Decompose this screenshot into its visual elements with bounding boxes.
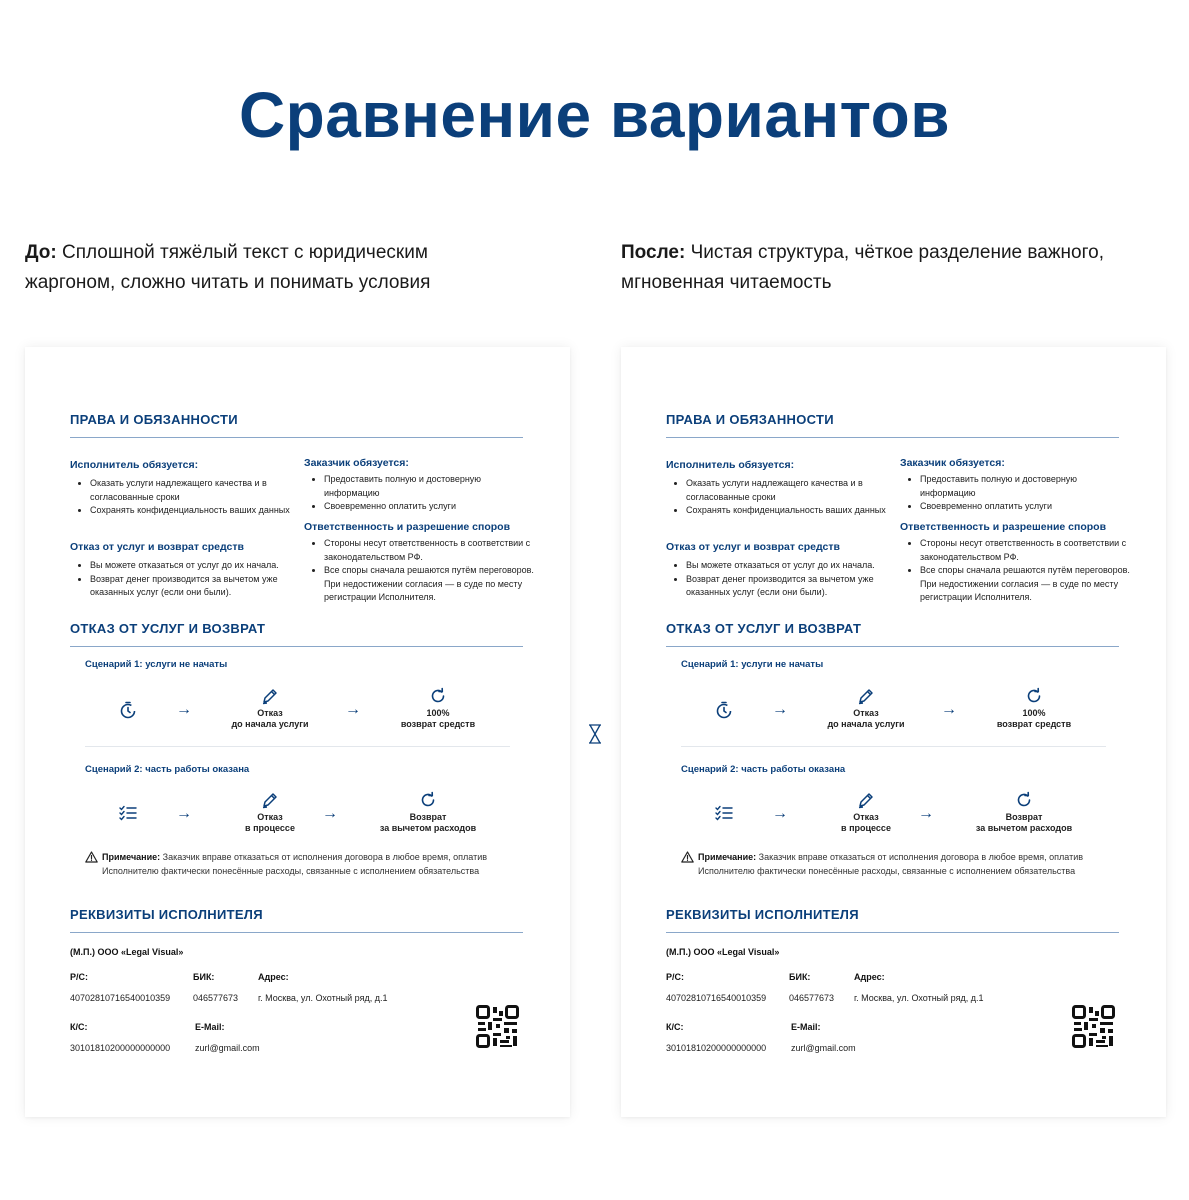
list-item: • Сохранять конфиденциальность ваших данных — [90, 504, 295, 518]
company-name: (М.П.) ООО «Legal Visual» — [70, 947, 184, 957]
executor-list — [672, 477, 891, 518]
rs-label: Р/С: — [70, 972, 88, 982]
responsibility-list — [906, 537, 1132, 605]
note-label: Примечание: — [698, 852, 757, 862]
executor-list — [76, 477, 295, 518]
responsibility-heading: Ответственность и разрешение споров — [304, 521, 511, 533]
scenario-2-step-refusal — [220, 791, 320, 834]
scenario-2-heading: Сценарий 2: часть работы оказана — [85, 764, 250, 775]
caption-after — [621, 238, 1166, 298]
rs-value: 40702810716540010359 — [70, 993, 171, 1003]
email-value: zurl@gmail.com — [195, 1043, 260, 1053]
note — [85, 851, 522, 878]
bik-value: 046577673 — [193, 993, 239, 1003]
ks-value: 30101810200000000000 — [666, 1043, 767, 1053]
refresh-icon — [419, 791, 437, 809]
responsibility-list — [310, 537, 536, 605]
rights-heading: ПРАВА И ОБЯЗАННОСТИ — [666, 412, 1119, 438]
customer-list — [310, 473, 529, 514]
pen-icon — [857, 791, 875, 809]
arrow-icon: → — [941, 701, 957, 718]
executor-heading: Исполнитель обязуется: — [70, 459, 199, 471]
note-text: Заказчик вправе отказаться от исполнения договора в любое время, оплатив Исполнителю фактически понесённые расходы, связанные с исполнением обязательства — [698, 852, 1083, 876]
scenario-2-step-result — [964, 791, 1084, 834]
step-label: до начала услуги — [827, 719, 905, 729]
list-item: • Вы можете отказаться от услуг до их начала. — [686, 559, 906, 573]
refusal-sub-heading: Отказ от услуг и возврат средств — [666, 541, 840, 553]
warning-icon — [85, 851, 98, 863]
customer-list — [906, 473, 1125, 514]
refusal-sub-heading: Отказ от услуг и возврат средств — [70, 541, 244, 553]
timer-icon — [714, 700, 734, 720]
step-label: Возврат — [1005, 812, 1043, 822]
email-label: E-Mail: — [195, 1022, 225, 1032]
arrow-icon: → — [345, 701, 361, 718]
arrow-icon: → — [772, 701, 788, 718]
list-item: • Сохранять конфиденциальность ваших данных — [686, 504, 891, 518]
email-label: E-Mail: — [791, 1022, 821, 1032]
responsibility-heading: Ответственность и разрешение споров — [900, 521, 1107, 533]
step-label: возврат средств — [400, 719, 476, 729]
list-item: • Возврат денег производится за вычетом уже оказанных услуг (если они были). — [686, 573, 906, 600]
pen-icon — [857, 687, 875, 705]
refund-heading: ОТКАЗ ОТ УСЛУГ И ВОЗВРАТ — [70, 621, 523, 647]
qr-code-icon — [1072, 1005, 1115, 1048]
list-item: • Стороны несут ответственность в соответствии с законодательством РФ. — [920, 537, 1132, 564]
scenario-1-step-refusal — [220, 687, 320, 730]
document-before — [25, 347, 570, 1117]
step-label: за вычетом расходов — [975, 823, 1073, 833]
divider — [85, 746, 510, 747]
arrow-icon: → — [918, 805, 934, 822]
refresh-icon — [429, 687, 447, 705]
bik-label: БИК: — [193, 972, 215, 982]
requisites-heading: РЕКВИЗИТЫ ИСПОЛНИТЕЛЯ — [666, 907, 1119, 933]
step-label: Отказ — [853, 812, 879, 822]
scenario-1-step-result — [984, 687, 1084, 730]
address-value: г. Москва, ул. Охотный ряд, д.1 — [854, 993, 984, 1003]
step-label: до начала услуги — [231, 719, 309, 729]
step-label: 100% — [1022, 708, 1046, 718]
company-name: (М.П.) ООО «Legal Visual» — [666, 947, 780, 957]
caption-after-text: Чистая структура, чёткое разделение важного, мгновенная читаемость — [621, 242, 1104, 293]
caption-before-label: До: — [25, 242, 57, 263]
scenario-1-step-result — [388, 687, 488, 730]
document-after — [621, 347, 1166, 1117]
address-label: Адрес: — [258, 972, 289, 982]
step-label: возврат средств — [996, 719, 1072, 729]
arrow-icon: → — [322, 805, 338, 822]
list-item: • Оказать услуги надлежащего качества и в согласованные сроки — [686, 477, 891, 504]
arrow-icon: → — [772, 805, 788, 822]
list-item: • Оказать услуги надлежащего качества и в согласованные сроки — [90, 477, 295, 504]
step-label: Отказ — [853, 708, 879, 718]
step-label: Возврат — [409, 812, 447, 822]
address-value: г. Москва, ул. Охотный ряд, д.1 — [258, 993, 388, 1003]
scenario-1-heading: Сценарий 1: услуги не начаты — [681, 659, 824, 670]
hourglass-icon — [588, 724, 602, 744]
caption-before — [25, 238, 495, 298]
step-label: Отказ — [257, 812, 283, 822]
arrow-icon: → — [176, 805, 192, 822]
list-item: • Возврат денег производится за вычетом уже оказанных услуг (если они были). — [90, 573, 310, 600]
list-item: • Своевременно оплатить услуги — [920, 500, 1125, 514]
caption-before-text: Сплошной тяжёлый текст с юридическим жаргоном, сложно читать и понимать условия — [25, 242, 431, 293]
executor-heading: Исполнитель обязуется: — [666, 459, 795, 471]
step-label: в процессе — [841, 823, 891, 833]
scenario-2-step-result — [368, 791, 488, 834]
bik-label: БИК: — [789, 972, 811, 982]
list-item: • Предоставить полную и достоверную информацию — [324, 473, 529, 500]
page-title: Сравнение вариантов — [238, 79, 951, 151]
refresh-icon — [1015, 791, 1033, 809]
list-item: • Предоставить полную и достоверную информацию — [920, 473, 1125, 500]
ks-label: К/С: — [666, 1022, 684, 1032]
ks-label: К/С: — [70, 1022, 88, 1032]
list-item: • Своевременно оплатить услуги — [324, 500, 529, 514]
ks-value: 30101810200000000000 — [70, 1043, 171, 1053]
scenario-1-step-refusal — [816, 687, 916, 730]
rs-label: Р/С: — [666, 972, 684, 982]
scenario-2-step-refusal — [816, 791, 916, 834]
step-label: за вычетом расходов — [379, 823, 477, 833]
email-value: zurl@gmail.com — [791, 1043, 856, 1053]
checklist-icon — [118, 804, 138, 822]
arrow-icon: → — [176, 701, 192, 718]
step-label: в процессе — [245, 823, 295, 833]
checklist-icon — [714, 804, 734, 822]
bik-value: 046577673 — [789, 993, 835, 1003]
pen-icon — [261, 791, 279, 809]
scenario-2-heading: Сценарий 2: часть работы оказана — [681, 764, 846, 775]
address-label: Адрес: — [854, 972, 885, 982]
requisites-heading: РЕКВИЗИТЫ ИСПОЛНИТЕЛЯ — [70, 907, 523, 933]
qr-code-icon — [476, 1005, 519, 1048]
caption-after-label: После: — [621, 242, 686, 263]
pen-icon — [261, 687, 279, 705]
list-item: • Все споры сначала решаются путём переговоров. При недостижении согласия — в суде по месту регистрации Исполнителя. — [920, 564, 1132, 605]
refresh-icon — [1025, 687, 1043, 705]
list-item: • Все споры сначала решаются путём переговоров. При недостижении согласия — в суде по месту регистрации Исполнителя. — [324, 564, 536, 605]
step-label: 100% — [426, 708, 450, 718]
note-label: Примечание: — [102, 852, 161, 862]
divider — [681, 746, 1106, 747]
customer-heading: Заказчик обязуется: — [304, 457, 409, 469]
rs-value: 40702810716540010359 — [666, 993, 767, 1003]
scenario-1-heading: Сценарий 1: услуги не начаты — [85, 659, 228, 670]
warning-icon — [681, 851, 694, 863]
list-item: • Стороны несут ответственность в соответствии с законодательством РФ. — [324, 537, 536, 564]
timer-icon — [118, 700, 138, 720]
refund-heading: ОТКАЗ ОТ УСЛУГ И ВОЗВРАТ — [666, 621, 1119, 647]
step-label: Отказ — [257, 708, 283, 718]
refusal-list — [672, 559, 906, 600]
note-text: Заказчик вправе отказаться от исполнения договора в любое время, оплатив Исполнителю фактически понесённые расходы, связанные с исполнением обязательства — [102, 852, 487, 876]
rights-heading: ПРАВА И ОБЯЗАННОСТИ — [70, 412, 523, 438]
note — [681, 851, 1118, 878]
refusal-list — [76, 559, 310, 600]
customer-heading: Заказчик обязуется: — [900, 457, 1005, 469]
list-item: • Вы можете отказаться от услуг до их начала. — [90, 559, 310, 573]
